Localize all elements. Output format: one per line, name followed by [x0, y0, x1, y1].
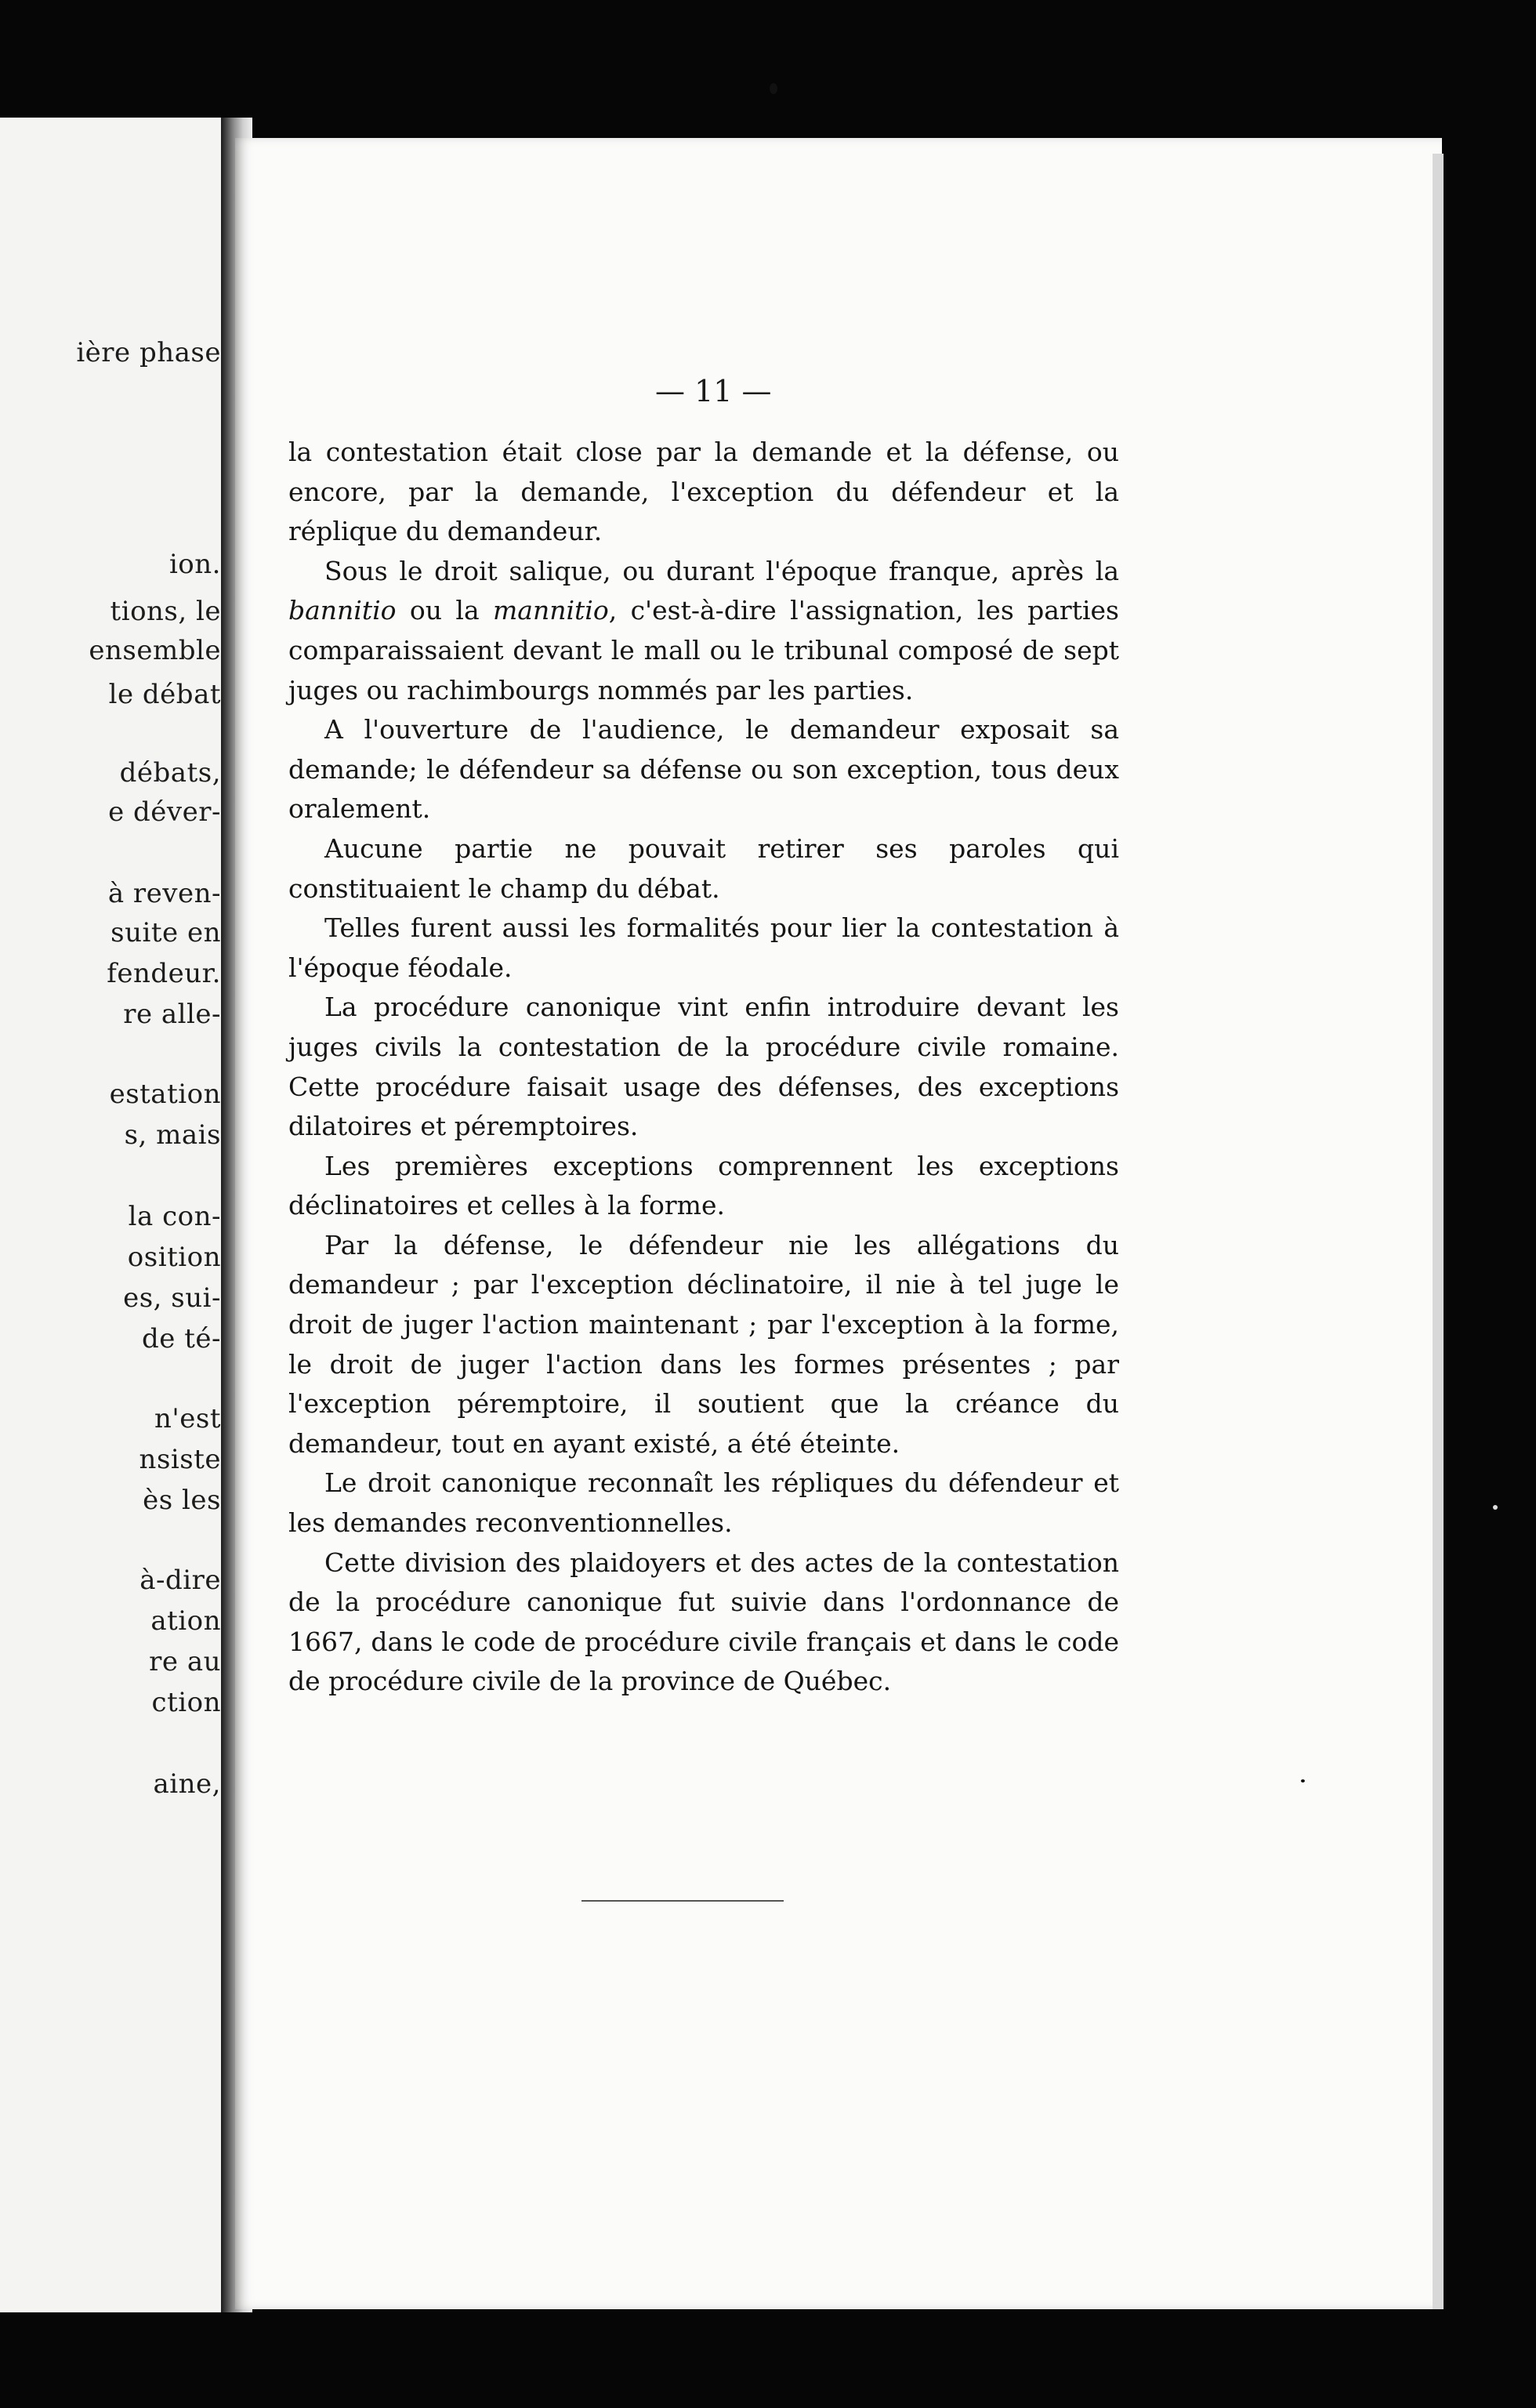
italic-term: mannitio: [493, 595, 609, 626]
facing-page-line: à-dire: [139, 1565, 221, 1596]
italic-term: bannitio: [288, 595, 397, 626]
paragraph-text: ou la: [396, 595, 493, 626]
paragraph: [288, 988, 1119, 1146]
paragraph: [288, 1147, 1119, 1226]
facing-page-line: nsiste: [139, 1444, 221, 1475]
paragraph: [288, 1226, 1119, 1464]
paragraph-text: La procédure canonique vint enfin introduire devant les juges civils la contestation de la procédure civile romaine. Cette procédure faisait usage des défenses, des exceptions dilatoires et péremptoires.: [288, 992, 1119, 1142]
facing-page-line: re au: [149, 1646, 221, 1677]
paragraph-text: Aucune partie ne pouvait retirer ses paroles qui constituaient le champ du débat.: [288, 832, 1119, 904]
facing-page-line: ion.: [168, 549, 221, 580]
facing-page-line: s, mais: [124, 1119, 221, 1151]
facing-page-line: n'est: [154, 1403, 221, 1434]
facing-page-line: à reven-: [107, 878, 221, 909]
facing-page-line: la con-: [128, 1201, 221, 1232]
facing-page-line: ensemble: [89, 635, 221, 666]
facing-page-line: e déver-: [108, 796, 221, 828]
facing-page-line: es, sui-: [123, 1282, 221, 1314]
facing-page-line: estation: [109, 1079, 221, 1110]
paragraph-text: Sous le droit salique, ou durant l'époque franque, après la: [324, 555, 1119, 586]
paragraph: [288, 829, 1119, 908]
paragraph: [288, 908, 1119, 988]
paragraph-text: , c'est-à-dire l'assignation, les parties comparaissaient devant le mall ou le tribunal composé de sept juges ou rachimbourgs nommés par les parties.: [288, 595, 1119, 705]
facing-page-line: tions, le: [110, 596, 221, 627]
paragraph: [288, 1543, 1119, 1702]
ink-speck: [770, 83, 777, 94]
facing-page-line: de té-: [142, 1323, 221, 1354]
facing-page-line: osition: [127, 1242, 221, 1273]
ink-speck: [1493, 1505, 1498, 1510]
ink-speck: [1301, 1779, 1305, 1782]
paragraph-text: Par la défense, le défendeur nie les allégations du demandeur ; par l'exception déclinatoire, il nie à tel juge le droit de juger l'action maintenant ; par l'exception à la forme, le droit de juger l'action dans les formes présentes ; par l'exception péremptoire, il soutient que la créance du demandeur, tout en ayant existé, a été éteinte.: [288, 1229, 1119, 1459]
facing-page-line: ction: [151, 1687, 221, 1718]
paragraph: [288, 552, 1119, 710]
paragraph: [288, 710, 1119, 829]
paragraph: [288, 1463, 1119, 1543]
paragraph-text: Les premières exceptions comprennent les exceptions déclinatoires et celles à la forme.: [288, 1150, 1119, 1221]
facing-page-line: débats,: [119, 757, 221, 789]
facing-page-line: suite en: [110, 917, 221, 948]
paragraph-text: Le droit canonique reconnaît les répliques du défendeur et les demandes reconventionnelles.: [288, 1467, 1119, 1539]
body-text: [288, 433, 1119, 1702]
facing-page-line: ation: [150, 1605, 221, 1637]
facing-page-line: ès les: [143, 1485, 221, 1516]
paragraph-text: Telles furent aussi les formalités pour lier la contestation à l'époque féodale.: [288, 912, 1119, 983]
facing-page-line: ière phase: [76, 337, 221, 368]
page-edge: [1433, 154, 1444, 2309]
paragraph-text: A l'ouverture de l'audience, le demandeur exposait sa demande; le défendeur sa défense ou son exception, tous deux oralement.: [288, 714, 1119, 825]
paragraph: [288, 433, 1119, 552]
facing-page-line: re alle-: [123, 999, 221, 1030]
page-number: — 11 —: [655, 374, 772, 408]
paragraph-text: Cette division des plaidoyers et des actes de la contestation de la procédure canonique fut suivie dans l'ordonnance de 1667, dans le code de procédure civile français et dans le code de procédure civile de la province de Québec.: [288, 1547, 1119, 1697]
facing-page-line: aine,: [153, 1768, 221, 1800]
facing-page-line: le débat: [108, 679, 221, 710]
facing-page-fragment: [0, 118, 235, 2312]
paragraph-text: la contestation était close par la demande et la défense, ou encore, par la demande, l'exception du défendeur et la réplique du demandeur.: [288, 437, 1119, 547]
facing-page-line: fendeur.: [107, 958, 221, 989]
end-rule: [581, 1900, 784, 1902]
